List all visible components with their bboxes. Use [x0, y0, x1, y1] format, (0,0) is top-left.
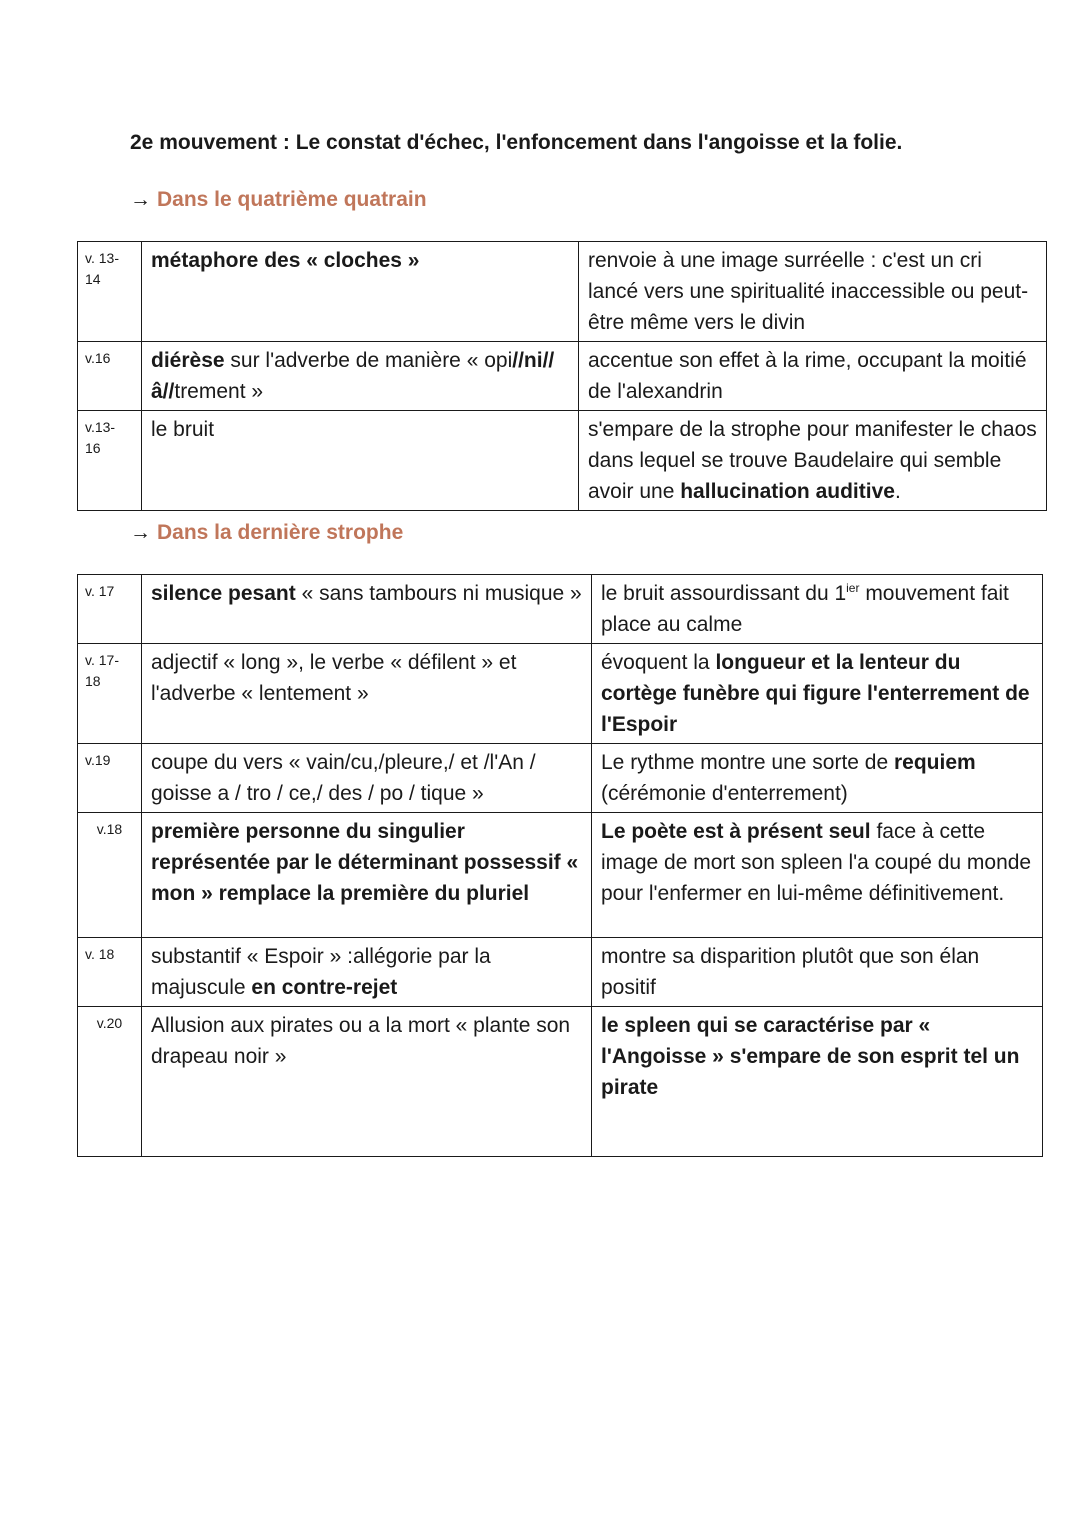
effect-cell [579, 411, 1047, 511]
bold-text: silence pesant [151, 582, 296, 605]
effect-cell [592, 575, 1043, 644]
bold-text: première personne du singulier représentée par le déterminant possessif « mon » remplace la première du pluriel [151, 820, 579, 905]
text-run: le bruit assourdissant du 1 [601, 582, 847, 605]
bold-text: le spleen qui se caractérise par « l'Angoisse » s'empare de son esprit tel un pirate [601, 1014, 1020, 1099]
text-run: montre sa disparition plutôt que son élan positif [601, 945, 980, 999]
table-row [78, 242, 1047, 342]
text-run: accentue son effet à la rime, occupant la moitié de l'alexandrin [588, 349, 1027, 403]
analysis-cell [142, 1007, 592, 1157]
analysis-cell [142, 938, 592, 1007]
verse-cell: v.18 [78, 813, 142, 938]
table-row [78, 1007, 1043, 1157]
bold-text: Le poète est à présent seul [601, 820, 871, 843]
table-row [78, 575, 1043, 644]
analysis-cell [142, 411, 579, 511]
verse-cell: v.19 [78, 744, 142, 813]
text-run: s'empare de la strophe pour manifester le chaos dans lequel se trouve Baudelaire qui semble avoir une [588, 418, 1037, 503]
table-row [78, 813, 1043, 938]
analysis-cell [142, 575, 592, 644]
text-run: coupe du vers « vain/cu,/pleure,/ et /l'An / goisse a / tro / ce,/ des / po / tique » [151, 751, 536, 805]
bold-text: diérèse [151, 349, 225, 372]
text-run: (cérémonie d'enterrement) [601, 782, 848, 805]
text-run: mouvement fait place au calme [601, 582, 1009, 636]
analysis-cell [142, 744, 592, 813]
section-heading-quatrain [130, 188, 427, 212]
text-run: sur l'adverbe de manière « opi [224, 349, 513, 372]
text-run: « sans tambours ni musique » [295, 582, 582, 605]
text-run: le bruit [151, 418, 215, 441]
table-row [78, 644, 1043, 744]
text-run: face à cette image de mort son spleen l'a coupé du monde pour l'enfermer en lui-même définitivement. [601, 820, 1032, 905]
verse-cell: v. 17- 18 [78, 644, 142, 744]
effect-cell [592, 813, 1043, 938]
table-row [78, 411, 1047, 511]
analysis-table-last-stanza [77, 574, 1043, 1157]
superscript-text: ier [846, 581, 860, 595]
text-run: trement » [174, 380, 264, 403]
analysis-cell [142, 342, 579, 411]
text-run: renvoie à une image surréelle : c'est un cri lancé vers une spiritualité inaccessible ou peut-être même vers le divin [588, 249, 1029, 334]
analysis-table-quatrain [77, 241, 1047, 511]
effect-cell [592, 1007, 1043, 1157]
bold-text: hallucination auditive [680, 480, 895, 503]
analysis-cell [142, 813, 592, 938]
table-row [78, 744, 1043, 813]
effect-cell [579, 342, 1047, 411]
bold-text: requiem [894, 751, 976, 774]
effect-cell [592, 744, 1043, 813]
bold-text: //ni//â// [151, 349, 555, 403]
table-row [78, 938, 1043, 1007]
text-run: Allusion aux pirates ou a la mort « plante son drapeau noir » [151, 1014, 571, 1068]
effect-cell [592, 644, 1043, 744]
verse-cell: v.13- 16 [78, 411, 142, 511]
section-heading-last-stanza [130, 521, 403, 545]
bold-text: longueur et la lenteur du cortège funèbre qui figure l'enterrement de l'Espoir [601, 651, 1030, 736]
text-run: substantif « Espoir » :allégorie par la majuscule [151, 945, 491, 999]
verse-cell: v.20 [78, 1007, 142, 1157]
bold-text: en contre-rejet [251, 976, 398, 999]
arrow-icon: → [130, 188, 151, 211]
effect-cell [592, 938, 1043, 1007]
analysis-cell [142, 644, 592, 744]
verse-cell: v. 18 [78, 938, 142, 1007]
verse-cell: v.16 [78, 342, 142, 411]
verse-cell: v. 17 [78, 575, 142, 644]
section-heading-text: Dans le quatrième quatrain [157, 188, 427, 211]
table-row [78, 342, 1047, 411]
text-run: Le rythme montre une sorte de [601, 751, 894, 774]
effect-cell [579, 242, 1047, 342]
arrow-icon: → [130, 521, 151, 544]
page-title: 2e mouvement : Le constat d'échec, l'enfoncement dans l'angoisse et la folie. [130, 131, 903, 154]
text-run: évoquent la [601, 651, 716, 674]
analysis-cell [142, 242, 579, 342]
section-heading-text: Dans la dernière strophe [157, 521, 404, 544]
text-run: adjectif « long », le verbe « défilent » et l'adverbe « lentement » [151, 651, 517, 705]
verse-cell: v. 13- 14 [78, 242, 142, 342]
bold-text: métaphore des « cloches » [151, 249, 420, 272]
text-run: . [894, 480, 901, 503]
